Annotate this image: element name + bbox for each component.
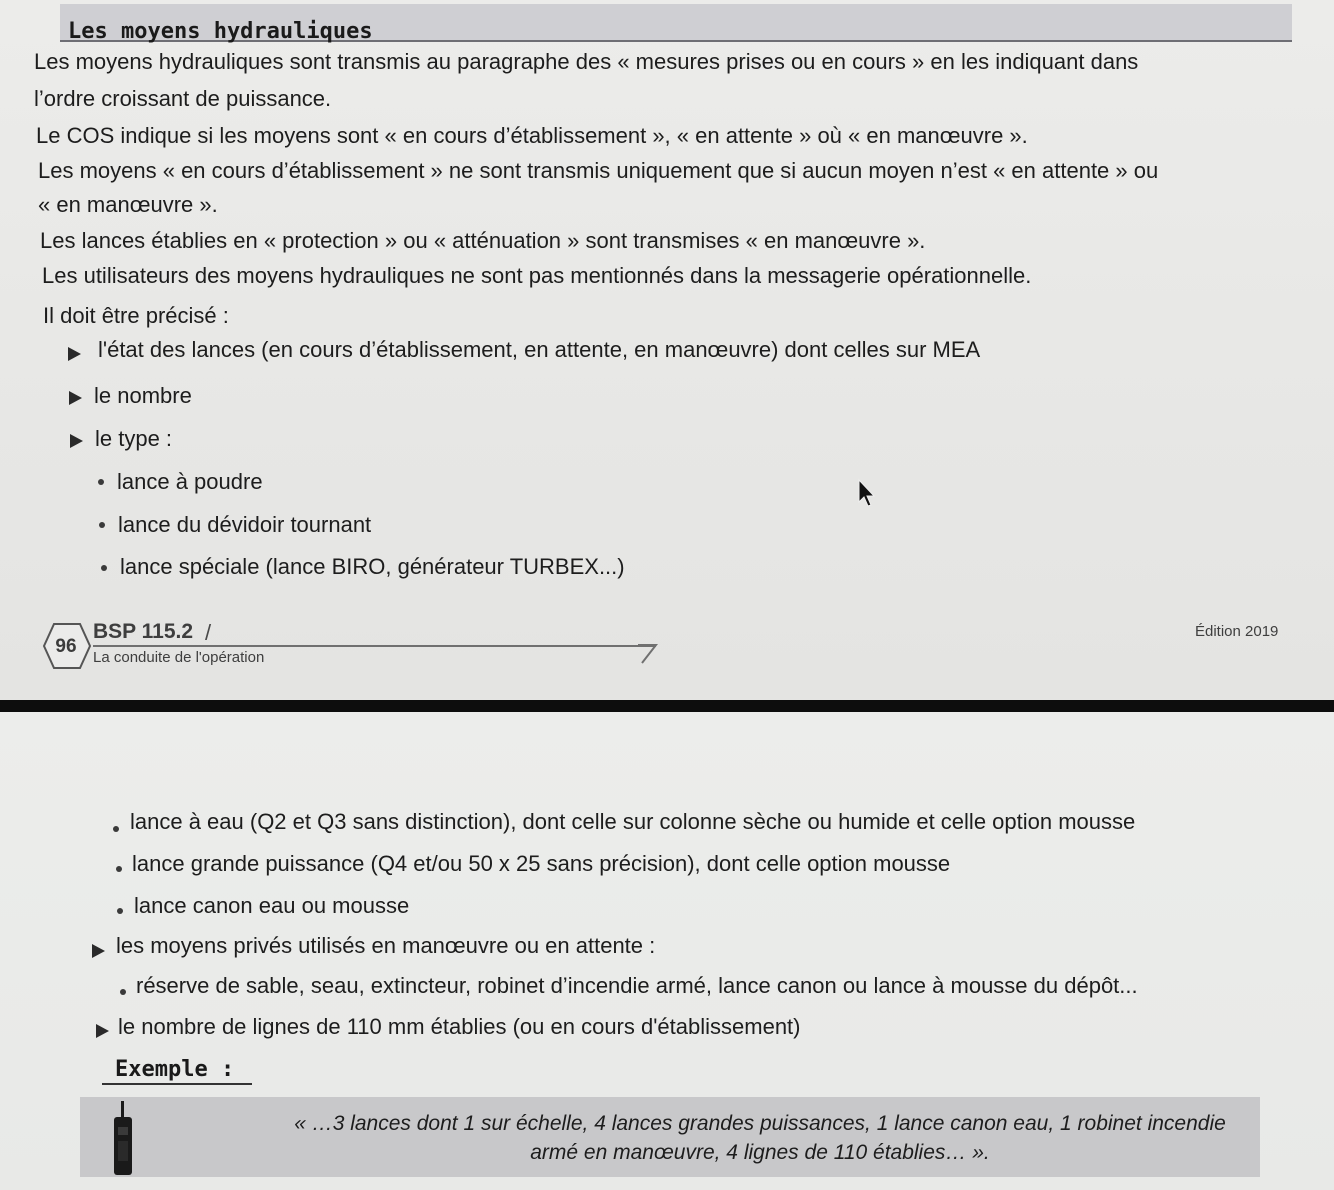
- bullet-triangle-icon: [69, 391, 82, 405]
- edition-label: Édition 2019: [1195, 623, 1279, 640]
- paragraph-line: Les utilisateurs des moyens hydrauliques ne sont pas mentionnés dans la messagerie opérationnelle.: [42, 263, 1032, 288]
- bullet-dot-icon: [113, 826, 119, 832]
- footer-rule-hook: [636, 643, 658, 665]
- paragraph-line: Il doit être précisé :: [43, 303, 229, 328]
- bullet-dot-icon: [101, 565, 107, 571]
- subbullet-item: réserve de sable, seau, extincteur, robinet d’incendie armé, lance canon ou lance à mousse du dépôt...: [136, 973, 1138, 998]
- doc-title: BSP 115.2: [93, 620, 194, 643]
- bullet-dot-icon: [116, 866, 122, 872]
- example-line: armé en manœuvre, 4 lignes de 110 établies… ».: [530, 1141, 990, 1164]
- mouse-cursor-icon: [857, 478, 877, 508]
- example-underline: [102, 1083, 252, 1085]
- bullet-item: l'état des lances (en cours d’établissement, en attente, en manœuvre) dont celles sur MEA: [98, 337, 981, 362]
- section-title: Les moyens hydrauliques: [68, 19, 373, 44]
- paragraph-line: Le COS indique si les moyens sont « en cours d’établissement », « en attente » où « en manœuvre ».: [36, 123, 1028, 148]
- example-line: « …3 lances dont 1 sur échelle, 4 lances grandes puissances, 1 lance canon eau, 1 robinet incendie: [294, 1112, 1226, 1135]
- bullet-item: le nombre de lignes de 110 mm établies (ou en cours d'établissement): [118, 1014, 801, 1039]
- bullet-triangle-icon: [92, 944, 105, 958]
- bullet-dot-icon: [120, 989, 126, 995]
- paragraph-line: l’ordre croissant de puissance.: [34, 86, 332, 111]
- paragraph-line: Les moyens hydrauliques sont transmis au paragraphe des « mesures prises ou en cours » en les indiquant dans: [34, 49, 1139, 74]
- paragraph-line: « en manœuvre ».: [38, 192, 218, 217]
- footer-rule: [93, 645, 656, 647]
- section-title-band: [60, 4, 1292, 42]
- page-number: 96: [55, 636, 77, 657]
- doc-title-slash: /: [205, 620, 212, 645]
- subbullet-item: lance canon eau ou mousse: [134, 893, 410, 918]
- bullet-triangle-icon: [96, 1024, 109, 1038]
- bullet-triangle-icon: [68, 347, 81, 361]
- bullet-dot-icon: [99, 522, 105, 528]
- paragraph-line: Les lances établies en « protection » ou « atténuation » sont transmises « en manœuvre ».: [40, 228, 926, 253]
- subbullet-item: lance grande puissance (Q4 et/ou 50 x 25 sans précision), dont celle option mousse: [132, 851, 951, 876]
- subbullet-item: lance à eau (Q2 et Q3 sans distinction), dont celle sur colonne sèche ou humide et celle option mousse: [130, 809, 1136, 834]
- subbullet-item: lance spéciale (lance BIRO, générateur TURBEX...): [120, 554, 625, 579]
- bullet-triangle-icon: [70, 434, 83, 448]
- bullet-dot-icon: [117, 908, 123, 914]
- subbullet-item: lance du dévidoir tournant: [118, 512, 372, 537]
- doc-subtitle: La conduite de l'opération: [93, 649, 265, 666]
- bullet-dot-icon: [98, 479, 104, 485]
- page-separator: [0, 700, 1334, 712]
- subbullet-item: lance à poudre: [117, 469, 263, 494]
- example-label: Exemple :: [115, 1057, 235, 1082]
- example-box: [80, 1097, 1260, 1177]
- paragraph-line: Les moyens « en cours d’établissement » ne sont transmis uniquement que si aucun moyen n’est « en attente » ou: [38, 158, 1159, 183]
- radio-handset-icon: [108, 1101, 138, 1177]
- bullet-item: les moyens privés utilisés en manœuvre ou en attente :: [116, 933, 656, 958]
- example-quote: [260, 1109, 1260, 1167]
- bullet-item: le nombre: [94, 383, 192, 408]
- bullet-item: le type :: [95, 426, 173, 451]
